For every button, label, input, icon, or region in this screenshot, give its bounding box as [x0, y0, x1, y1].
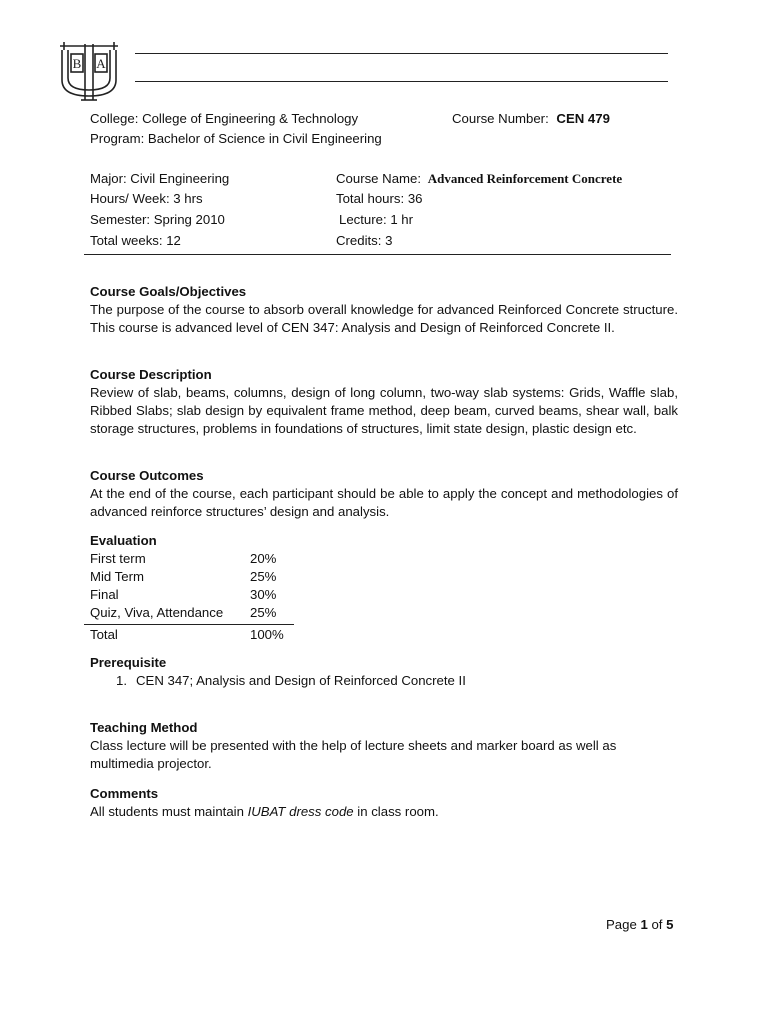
page-footer	[606, 916, 673, 934]
page-number: 1	[640, 917, 648, 932]
course-name-line	[336, 170, 622, 188]
course-number-value: CEN 479	[556, 111, 610, 126]
prerequisite-heading: Prerequisite	[90, 655, 167, 670]
outcomes-text: At the end of the course, each participant should be able to apply the concept and methodologies of advanced reinforce structures’ design and analysis.	[90, 486, 678, 519]
evaluation-value: 25%	[250, 569, 277, 584]
lecture: Lecture: 1 hr	[339, 212, 414, 227]
evaluation-label: Quiz, Viva, Attendance	[90, 605, 224, 620]
evaluation-value: 30%	[250, 587, 277, 602]
credits: Credits: 3	[336, 233, 393, 248]
outcomes-heading: Course Outcomes	[90, 468, 204, 483]
course-name-value: Advanced Reinforcement Concrete	[427, 171, 623, 186]
of-word: of	[647, 917, 667, 932]
total-hours: Total hours: 36	[336, 191, 423, 206]
prerequisite-item-number: 1.	[116, 673, 127, 688]
evaluation-value: 20%	[250, 551, 277, 566]
description-text: Review of slab, beams, columns, design of long column, two-way slab systems: Grids, Waffle slab, Ribbed Slabs; slab design by equivalent frame method, deep beam, curved beams, shear wall, balk storage structures, problems in foundations of structures, limit state design, plastic design etc.	[90, 385, 678, 436]
college-value: College of Engineering & Technology	[142, 111, 359, 126]
teaching-text-line-1: Class lecture will be presented with the help of lecture sheets and marker board as well as	[90, 738, 617, 753]
evaluation-total-label: Total	[90, 627, 118, 642]
course-name-label: Course Name:	[336, 171, 422, 186]
major: Major: Civil Engineering	[90, 171, 230, 186]
comments-text	[90, 803, 439, 821]
comments-heading: Comments	[90, 786, 159, 801]
logo-letter-b: B	[72, 56, 82, 71]
program-label: Program:	[90, 131, 145, 146]
college-label: College:	[90, 111, 139, 126]
program-value: Bachelor of Science in Civil Engineering	[147, 131, 382, 146]
teaching-text-line-2: multimedia projector.	[90, 756, 212, 771]
description-heading: Course Description	[90, 367, 212, 382]
teaching-heading: Teaching Method	[90, 720, 198, 735]
evaluation-total-rule	[84, 624, 294, 625]
college-line	[90, 110, 358, 128]
page-word: Page	[606, 917, 641, 932]
evaluation-label: First term	[90, 551, 146, 566]
evaluation-total-value: 100%	[250, 627, 284, 642]
iubat-logo	[56, 40, 122, 102]
course-number-line	[452, 110, 610, 128]
total-weeks: Total weeks: 12	[90, 233, 181, 248]
course-number-label: Course Number:	[452, 111, 549, 126]
goals-text: The purpose of the course to absorb overall knowledge for advanced Reinforced Concrete structure. This course is advanced level of CEN 347: Analysis and Design of Reinforced Concrete II.	[90, 302, 678, 335]
evaluation-value: 25%	[250, 605, 277, 620]
prerequisite-item-text: CEN 347; Analysis and Design of Reinforced Concrete II	[136, 673, 466, 688]
program-line	[90, 130, 382, 148]
goals-heading: Course Goals/Objectives	[90, 284, 247, 299]
semester: Semester: Spring 2010	[90, 212, 225, 227]
evaluation-label: Final	[90, 587, 119, 602]
comments-emphasis: IUBAT dress code	[247, 804, 354, 819]
hours-week: Hours/ Week: 3 hrs	[90, 191, 203, 206]
comments-text-before: All students must maintain	[90, 804, 248, 819]
logo-letter-a: A	[96, 56, 106, 71]
prerequisite-item	[116, 672, 466, 690]
evaluation-label: Mid Term	[90, 569, 144, 584]
info-rule	[84, 254, 671, 255]
header-rule-2	[135, 81, 668, 82]
comments-text-after: in class room.	[353, 804, 439, 819]
total-pages: 5	[666, 917, 674, 932]
header-rule-1	[135, 53, 668, 54]
evaluation-heading: Evaluation	[90, 533, 157, 548]
